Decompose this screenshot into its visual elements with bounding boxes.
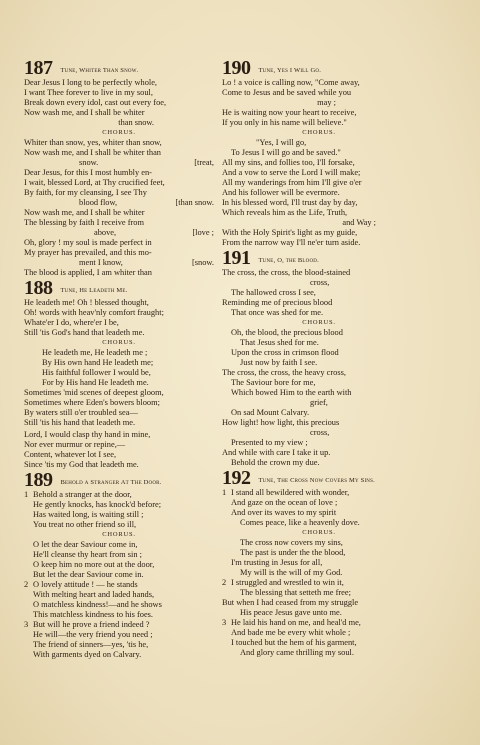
verse-line: But will he prove a friend indeed ? xyxy=(33,620,150,629)
verse-line: Nor ever murmur or repine,— xyxy=(24,440,126,449)
verse-line: But when I had ceased from my struggle xyxy=(222,598,359,607)
hymn-187 xyxy=(24,59,214,278)
chorus-line: But let the dear Saviour come in. xyxy=(33,570,144,579)
verse-line: Since 'tis my God that leadeth me. xyxy=(24,460,139,469)
chorus-line: He'll cleanse thy heart from sin ; xyxy=(33,550,142,559)
hymn-header xyxy=(222,249,416,267)
verse-line: Content, whatever lot I see, xyxy=(24,450,117,459)
verse-line: above, xyxy=(94,228,117,237)
chorus-heading: CHORUS. xyxy=(302,319,336,326)
hymn-number: 187 xyxy=(24,57,53,79)
verse-line: cross, xyxy=(310,428,330,437)
verse-line: [than snow. xyxy=(175,198,214,207)
verse-line: This matchless kindness to his foes. xyxy=(33,610,154,619)
verse-line: With garments dyed on Calvary. xyxy=(33,650,142,659)
verse-line: [treat, xyxy=(194,158,214,167)
verse-line: O lovely attitude ! — he stands xyxy=(33,580,138,589)
verse-line: The Saviour bore for me, xyxy=(231,378,316,387)
tune-name: Behold a Stranger At The Door. xyxy=(60,479,162,486)
chorus-line: Whiter than snow, yes, whiter than snow, xyxy=(24,138,162,147)
verse-line: Now wash me, and I shall be whiter xyxy=(24,208,145,217)
hymn-header xyxy=(24,471,214,489)
verse-line: Which reveals him as the Life, Truth, xyxy=(222,208,348,217)
verse-line: He is waiting now your heart to receive, xyxy=(222,108,357,117)
chorus-line: By His own hand He leadeth me; xyxy=(42,358,154,367)
verse-line: My prayer has prevailed, and this mo- xyxy=(24,248,152,257)
tune-name: Tune, Yes I Will Go. xyxy=(258,67,322,74)
chorus-line: His faithful follower I would be, xyxy=(42,368,151,377)
chorus-line: O let the dear Saviour come in, xyxy=(33,540,138,549)
verse-number: 3 xyxy=(24,620,29,629)
chorus-line: For by His hand He leadeth me. xyxy=(42,378,149,387)
verse-line: Presented to my view ; xyxy=(231,438,308,447)
verse-line: Lord, I would clasp thy hand in mine, xyxy=(24,430,151,439)
verse-line: Oh! words with heav'nly comfort fraught; xyxy=(24,308,164,317)
verse-line: Dear Jesus I long to be perfectly whole, xyxy=(24,78,158,87)
verse-line: Sometimes 'mid scenes of deepest gloom, xyxy=(24,388,164,397)
verse-line: Dear Jesus, for this I most humbly en- xyxy=(24,168,152,177)
chorus-line: Just now by faith I see. xyxy=(240,358,318,367)
verse-line: grief, xyxy=(310,398,328,407)
verse-line: And glory came thrilling my soul. xyxy=(240,648,354,657)
verse-line: He laid his hand on me, and heal'd me, xyxy=(231,618,361,627)
hymn-number: 190 xyxy=(222,57,251,79)
verse-line: I wait, blessed Lord, at Thy crucified feet, xyxy=(24,178,165,187)
verse-line: The blessing that setteth me free; xyxy=(240,588,351,597)
verse-number: 3 xyxy=(222,618,227,627)
verse-line: I struggled and wrestled to win it, xyxy=(231,578,344,587)
verse-line: He will—the very friend you need ; xyxy=(33,630,153,639)
verse-line: All my wanderings from him I'll give o'er xyxy=(222,178,362,187)
verse-line: How light! how light, this precious xyxy=(222,418,340,427)
hymn-188 xyxy=(24,279,214,470)
verse-number: 1 xyxy=(222,488,227,497)
chorus-line: To Jesus I will go and be saved." xyxy=(231,148,341,157)
verse-line: ment I know, xyxy=(79,258,123,267)
verse-line: The blood is applied, I am whiter than xyxy=(24,268,152,277)
hymn-189 xyxy=(24,471,214,660)
verse-line: His peace Jesus gave unto me. xyxy=(240,608,342,617)
verse-line: Now wash me, and I shall be whiter xyxy=(24,108,145,117)
hymn-header xyxy=(222,59,416,77)
right-column xyxy=(222,58,416,658)
tune-name: Tune, The Cross Now Covers My Sins. xyxy=(258,477,375,484)
verse-line: With the Holy Spirit's light as my guide, xyxy=(222,228,358,237)
verse-line: Break down every idol, cast out every foe, xyxy=(24,98,167,107)
verse-line: cross, xyxy=(310,278,330,287)
left-column xyxy=(24,58,214,660)
verse-line: The hallowed cross I see, xyxy=(231,288,316,297)
chorus-line: That Jesus shed for me. xyxy=(240,338,319,347)
verse-line: That once was shed for me. xyxy=(231,308,324,317)
verse-line: Whate'er I do, where'er I be, xyxy=(24,318,119,327)
verse-line: I want Thee forever to live in my soul, xyxy=(24,88,153,97)
verse-line: Come to Jesus and be saved while you xyxy=(222,88,352,97)
verse-line: The cross, the cross, the heavy cross, xyxy=(222,368,346,377)
hymn-number: 192 xyxy=(222,467,251,489)
verse-line: [love ; xyxy=(192,228,214,237)
hymn-header xyxy=(24,279,214,297)
hymn-header xyxy=(222,469,416,487)
verse-line: All my sins, and follies too, I'll forsake, xyxy=(222,158,355,167)
verse-line: Behold the crown my due. xyxy=(231,458,320,467)
chorus-heading: CHORUS. xyxy=(302,529,336,536)
verse-line: The blessing by faith I receive from xyxy=(24,218,144,227)
verse-line: You treat no other friend so ill, xyxy=(33,520,137,529)
verse-line: On sad Mount Calvary. xyxy=(231,408,310,417)
verse-line: And a vow to serve the Lord I will make; xyxy=(222,168,361,177)
verse-line: O matchless kindness!—and he shows xyxy=(33,600,162,609)
verse-line: I stand all bewildered with wonder, xyxy=(231,488,350,497)
verse-line: Behold a stranger at the door, xyxy=(33,490,132,499)
hymn-number: 189 xyxy=(24,469,53,491)
verse-line: From the narrow way I'll ne'er turn aside. xyxy=(222,238,361,247)
chorus-line: The past is under the the blood, xyxy=(240,548,346,557)
verse-line: Oh, glory ! my soul is made perfect in xyxy=(24,238,152,247)
chorus-line: I'm trusting in Jesus for all, xyxy=(231,558,323,567)
hymn-191 xyxy=(222,249,416,468)
chorus-heading: CHORUS. xyxy=(302,129,336,136)
verse-line: Which bowed Him to the earth with xyxy=(231,388,352,397)
verse-line: The cross, the cross, the blood-stained xyxy=(222,268,351,277)
hymn-192 xyxy=(222,469,416,658)
chorus-line: Oh, the blood, the precious blood xyxy=(231,328,343,337)
chorus-line: snow. xyxy=(79,158,99,167)
hymn-number: 191 xyxy=(222,247,251,269)
chorus-line: "Yes, I will go, xyxy=(256,138,307,147)
chorus-line: My will is the will of my God. xyxy=(240,568,343,577)
tune-name: Tune, He Leadeth Me. xyxy=(60,287,128,294)
verse-line: With melting heart and laded hands, xyxy=(33,590,155,599)
verse-line: [snow. xyxy=(191,258,214,267)
verse-line: Still 'tis his hand that leadeth me. xyxy=(24,418,136,427)
verse-line: blood flow, xyxy=(79,198,118,207)
verse-line: may ; xyxy=(317,98,336,107)
hymn-190 xyxy=(222,59,416,248)
verse-line: and Way ; xyxy=(342,218,376,227)
verse-line: Still 'tis God's hand that leadeth me. xyxy=(24,328,145,337)
verse-line: And gaze on the ocean of love ; xyxy=(231,498,338,507)
chorus-line: He leadeth me, He leadeth me ; xyxy=(42,348,148,357)
hymn-number: 188 xyxy=(24,277,53,299)
verse-line: By faith, for my cleansing, I see Thy xyxy=(24,188,147,197)
verse-line: Comes peace, like a heavenly dove. xyxy=(240,518,360,527)
verse-line: Reminding me of precious blood xyxy=(222,298,333,307)
verse-line: And while with care I take it up. xyxy=(222,448,331,457)
verse-line: The friend of sinners—yes, 'tis he, xyxy=(33,640,149,649)
verse-line: than snow. xyxy=(118,118,154,127)
verse-line: And his follower will be evermore. xyxy=(222,188,340,197)
tune-name: Tune, Whiter Than Snow. xyxy=(60,67,139,74)
chorus-line: Upon the cross in crimson flood xyxy=(231,348,339,357)
verse-line: Sometimes where Eden's bowers bloom; xyxy=(24,398,160,407)
verse-line: In his blessed word, I'll trust day by day, xyxy=(222,198,358,207)
chorus-line: The cross now covers my sins, xyxy=(240,538,343,547)
verse-number: 1 xyxy=(24,490,29,499)
chorus-line: O keep him no more out at the door, xyxy=(33,560,155,569)
verse-line: He gently knocks, has knock'd before; xyxy=(33,500,162,509)
verse-line: If you only in his name will believe." xyxy=(222,118,347,127)
verse-line: He leadeth me! Oh ! blessed thought, xyxy=(24,298,149,307)
verse-line: By waters still o'er troubled sea— xyxy=(24,408,138,417)
tune-name: Tune, O, the Blood. xyxy=(258,257,319,264)
verse-line: Lo ! a voice is calling now, "Come away, xyxy=(222,78,360,87)
chorus-heading: CHORUS. xyxy=(102,339,136,346)
verse-number: 2 xyxy=(222,578,227,587)
hymn-header xyxy=(24,59,214,77)
chorus-heading: CHORUS. xyxy=(102,531,136,538)
verse-number: 2 xyxy=(24,580,29,589)
verse-line: And bade me be every whit whole ; xyxy=(231,628,351,637)
verse-line: Has waited long, is waiting still ; xyxy=(33,510,144,519)
verse-line: And over its waves to my spirit xyxy=(231,508,337,517)
chorus-heading: CHORUS. xyxy=(102,129,136,136)
chorus-line: Now wash me, and I shall be whiter than xyxy=(24,148,161,157)
verse-line: I touched but the hem of his garment, xyxy=(231,638,357,647)
